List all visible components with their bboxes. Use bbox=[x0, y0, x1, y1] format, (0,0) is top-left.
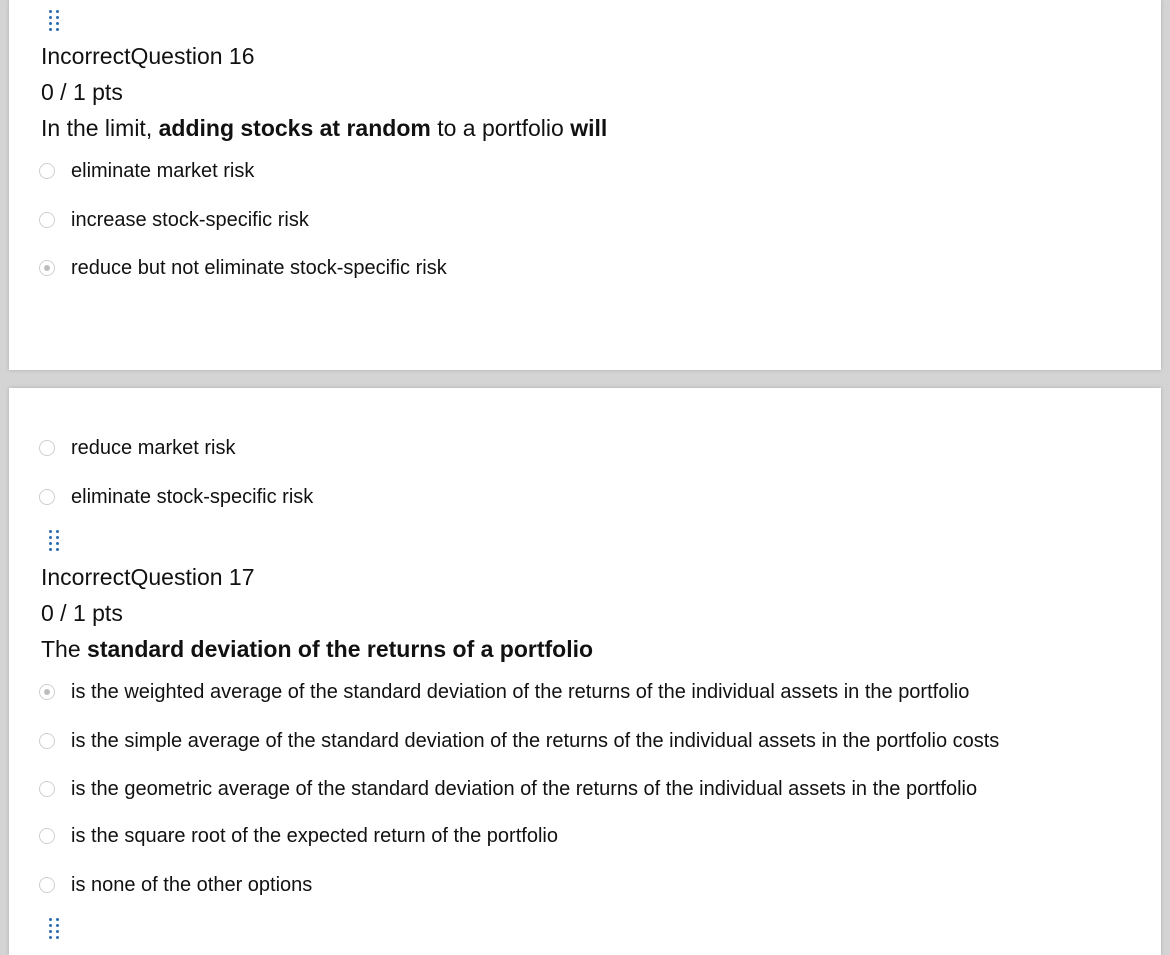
question-card-16 bbox=[9, 0, 1161, 370]
answer-label: is the square root of the expected return of the portfolio bbox=[71, 824, 558, 847]
question-text-part: The bbox=[41, 636, 88, 662]
question-title: IncorrectQuestion 16 bbox=[41, 43, 255, 69]
drag-handle-icon[interactable] bbox=[49, 918, 63, 942]
answer-label: is the weighted average of the standard deviation of the returns of the individual assets in the portfolio bbox=[71, 680, 970, 703]
answer-option[interactable] bbox=[39, 728, 999, 754]
answer-label: is none of the other options bbox=[71, 873, 313, 896]
answer-option[interactable] bbox=[39, 207, 309, 233]
radio-button[interactable] bbox=[39, 733, 55, 749]
radio-button[interactable] bbox=[39, 440, 55, 456]
question-text-emphasis: standard deviation of the returns of a portfolio bbox=[87, 636, 594, 662]
answer-option[interactable] bbox=[39, 435, 236, 461]
answer-option[interactable] bbox=[39, 484, 313, 510]
answer-option[interactable] bbox=[39, 679, 969, 705]
answer-option[interactable] bbox=[39, 823, 558, 849]
drag-handle-icon[interactable] bbox=[49, 530, 63, 554]
answer-option[interactable] bbox=[39, 776, 977, 802]
question-card-17 bbox=[9, 388, 1161, 955]
radio-button[interactable] bbox=[39, 877, 55, 893]
question-text bbox=[41, 635, 593, 663]
question-points: 0 / 1 pts bbox=[41, 79, 123, 105]
answer-option[interactable] bbox=[39, 158, 254, 184]
question-title: IncorrectQuestion 17 bbox=[41, 564, 255, 590]
question-points: 0 / 1 pts bbox=[41, 600, 123, 626]
answer-label: reduce but not eliminate stock-specific risk bbox=[71, 256, 447, 279]
answer-label: is the simple average of the standard deviation of the returns of the individual assets in the portfolio costs bbox=[71, 729, 1000, 752]
answer-option[interactable] bbox=[39, 255, 447, 281]
question-text-part: to a portfolio bbox=[430, 115, 571, 141]
drag-handle-icon[interactable] bbox=[49, 10, 63, 34]
question-text-emphasis: adding stocks at random bbox=[158, 115, 431, 141]
answer-option[interactable] bbox=[39, 872, 312, 898]
answer-label: eliminate market risk bbox=[71, 159, 255, 182]
radio-button-selected[interactable] bbox=[39, 260, 55, 276]
answer-label: increase stock-specific risk bbox=[71, 208, 309, 231]
radio-button[interactable] bbox=[39, 163, 55, 179]
answer-label: eliminate stock-specific risk bbox=[71, 485, 314, 508]
radio-button-selected[interactable] bbox=[39, 684, 55, 700]
radio-button[interactable] bbox=[39, 828, 55, 844]
radio-button[interactable] bbox=[39, 212, 55, 228]
radio-button[interactable] bbox=[39, 489, 55, 505]
question-text-emphasis: will bbox=[570, 115, 608, 141]
question-text-part: In the limit, bbox=[41, 115, 159, 141]
answer-label: is the geometric average of the standard deviation of the returns of the individual assets in the portfolio bbox=[71, 777, 978, 800]
answer-label: reduce market risk bbox=[71, 436, 236, 459]
question-text bbox=[41, 114, 607, 142]
radio-button[interactable] bbox=[39, 781, 55, 797]
